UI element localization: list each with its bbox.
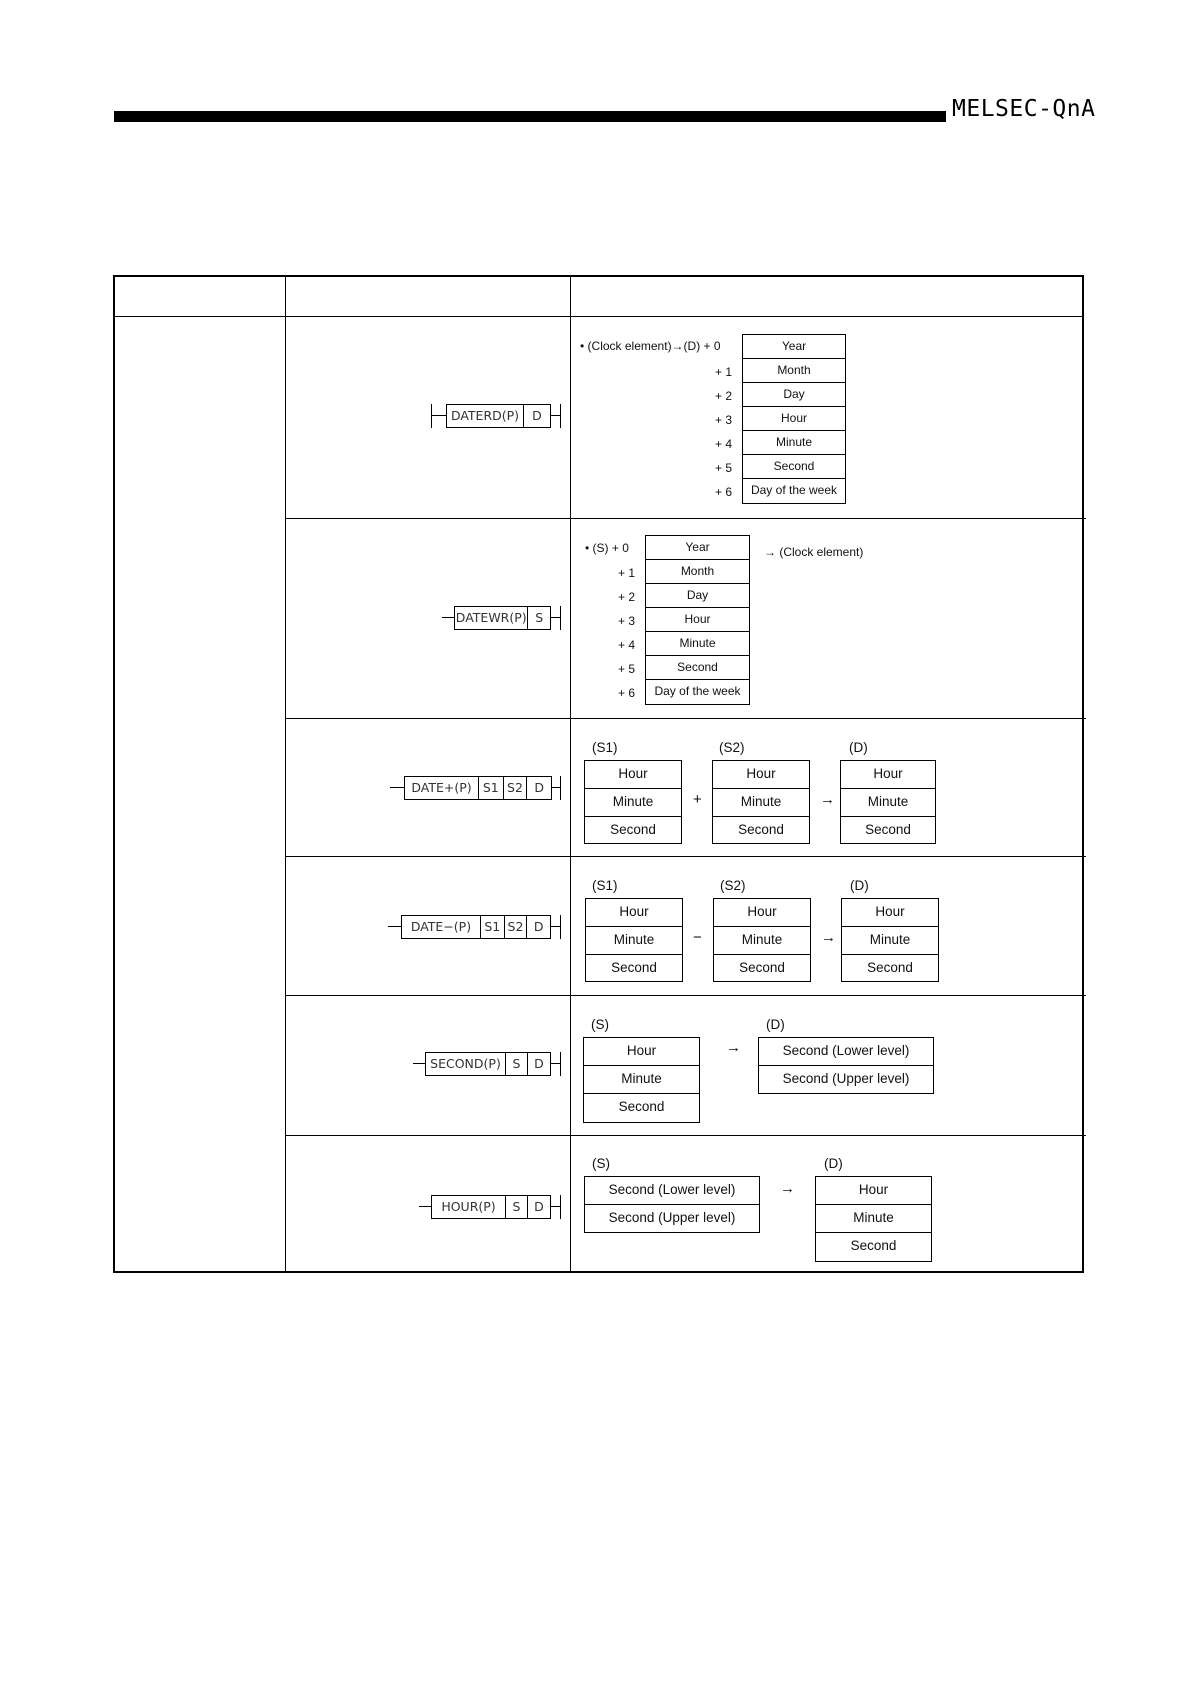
- device-cell: Month: [743, 359, 845, 383]
- device-cell: Second: [618, 1099, 665, 1114]
- datewr-bullet-label: • (S) + 0: [585, 541, 629, 555]
- device-cell: Hour: [816, 1177, 931, 1205]
- row-divider: [285, 1135, 1086, 1136]
- device-cell: Second: [610, 822, 656, 837]
- device-cell: Year: [646, 536, 749, 560]
- ladder-datewr: DATEWR(P) S: [442, 606, 561, 630]
- device-cell: Hour: [586, 899, 682, 927]
- daterd-offset: + 2: [715, 389, 733, 403]
- device-cell: Second (Lower level): [759, 1038, 933, 1066]
- device-cell: Minute: [841, 789, 935, 817]
- device-cell: Second (Upper level): [782, 1071, 910, 1086]
- instruction-table: [113, 275, 1084, 1273]
- date-add-label-s1: (S1): [592, 740, 618, 755]
- row-divider: [285, 995, 1086, 996]
- date-add-s1-block: [584, 760, 682, 844]
- second-d-block: [758, 1037, 934, 1094]
- ladder-daterd: DATERD(P) D: [431, 404, 561, 428]
- device-cell: Minute: [586, 927, 682, 955]
- datewr-offset: + 5: [618, 662, 636, 676]
- header-row-divider: [115, 316, 1082, 317]
- device-cell: Second: [743, 455, 845, 479]
- daterd-device-block: [742, 334, 846, 504]
- hour-arrow: →: [780, 1180, 795, 1197]
- date-sub-arrow: →: [821, 929, 836, 946]
- device-cell: Second: [738, 822, 784, 837]
- daterd-offset: + 4: [715, 437, 733, 451]
- date-sub-label-s1: (S1): [592, 878, 618, 893]
- hour-s-block: [584, 1176, 760, 1233]
- second-label-d: (D): [766, 1017, 785, 1032]
- device-cell: Second: [850, 1238, 897, 1253]
- datewr-result-label: → (Clock element): [764, 545, 864, 559]
- date-sub-s1-block: [585, 898, 683, 982]
- datewr-device-block: [645, 535, 750, 705]
- row-divider: [285, 718, 1086, 719]
- device-cell: Hour: [842, 899, 938, 927]
- second-arrow: →: [726, 1039, 741, 1056]
- device-cell: Minute: [714, 927, 810, 955]
- row-divider: [285, 518, 1086, 519]
- device-cell: Month: [646, 560, 749, 584]
- daterd-offset: + 1: [715, 365, 733, 379]
- hour-label-s: (S): [592, 1156, 610, 1171]
- device-cell: Minute: [816, 1205, 931, 1233]
- device-cell: Minute: [584, 1066, 699, 1094]
- daterd-offset: + 3: [715, 413, 733, 427]
- column-divider: [285, 277, 286, 1271]
- header-rule: [114, 111, 946, 122]
- datewr-offset: + 4: [618, 638, 636, 652]
- ladder-second: SECOND(P) S D: [413, 1052, 561, 1076]
- datewr-offset: + 6: [618, 686, 636, 700]
- date-sub-label-s2: (S2): [720, 878, 746, 893]
- device-cell: Minute: [842, 927, 938, 955]
- device-cell: Minute: [713, 789, 809, 817]
- device-cell: Hour: [713, 761, 809, 789]
- device-cell: Second (Upper level): [608, 1210, 736, 1225]
- header-title: MELSEC-QnA: [952, 96, 1096, 122]
- hour-d-block: [815, 1176, 932, 1262]
- device-cell: Year: [743, 335, 845, 359]
- device-cell: Second: [739, 960, 785, 975]
- ladder-date-add: DATE+(P) S1 S2 D: [390, 776, 561, 800]
- device-cell: Second: [646, 656, 749, 680]
- date-add-label-d: (D): [849, 740, 868, 755]
- ladder-date-sub: DATE−(P) S1 S2 D: [388, 915, 561, 939]
- date-sub-d-block: [841, 898, 939, 982]
- daterd-offset: + 5: [715, 461, 733, 475]
- device-cell: Minute: [646, 632, 749, 656]
- device-cell: Day of the week: [654, 684, 741, 698]
- device-cell: Second: [611, 960, 657, 975]
- device-cell: Hour: [584, 1038, 699, 1066]
- date-add-s2-block: [712, 760, 810, 844]
- device-cell: Minute: [743, 431, 845, 455]
- device-cell: Hour: [841, 761, 935, 789]
- device-cell: Day: [743, 383, 845, 407]
- datewr-offset: + 2: [618, 590, 636, 604]
- device-cell: Hour: [585, 761, 681, 789]
- datewr-offset: + 3: [618, 614, 636, 628]
- row-divider: [285, 856, 1086, 857]
- date-sub-label-d: (D): [850, 878, 869, 893]
- column-divider: [570, 277, 571, 1271]
- device-cell: Hour: [646, 608, 749, 632]
- date-sub-s2-block: [713, 898, 811, 982]
- date-sub-operator: −: [693, 929, 702, 946]
- device-cell: Day: [646, 584, 749, 608]
- date-add-label-s2: (S2): [719, 740, 745, 755]
- datewr-offset: + 1: [618, 566, 636, 580]
- device-cell: Second: [865, 822, 911, 837]
- daterd-bullet-label: • (Clock element)→(D) + 0: [580, 339, 721, 353]
- device-cell: Second (Lower level): [585, 1177, 759, 1205]
- date-add-operator: +: [693, 791, 702, 808]
- second-label-s: (S): [591, 1017, 609, 1032]
- ladder-hour: HOUR(P) S D: [419, 1195, 561, 1219]
- device-cell: Hour: [714, 899, 810, 927]
- daterd-offset: + 6: [715, 485, 733, 499]
- device-cell: Minute: [585, 789, 681, 817]
- date-add-d-block: [840, 760, 936, 844]
- second-s-block: [583, 1037, 700, 1123]
- device-cell: Hour: [743, 407, 845, 431]
- device-cell: Second: [867, 960, 913, 975]
- hour-label-d: (D): [824, 1156, 843, 1171]
- device-cell: Day of the week: [750, 483, 838, 497]
- date-add-arrow: →: [820, 791, 835, 808]
